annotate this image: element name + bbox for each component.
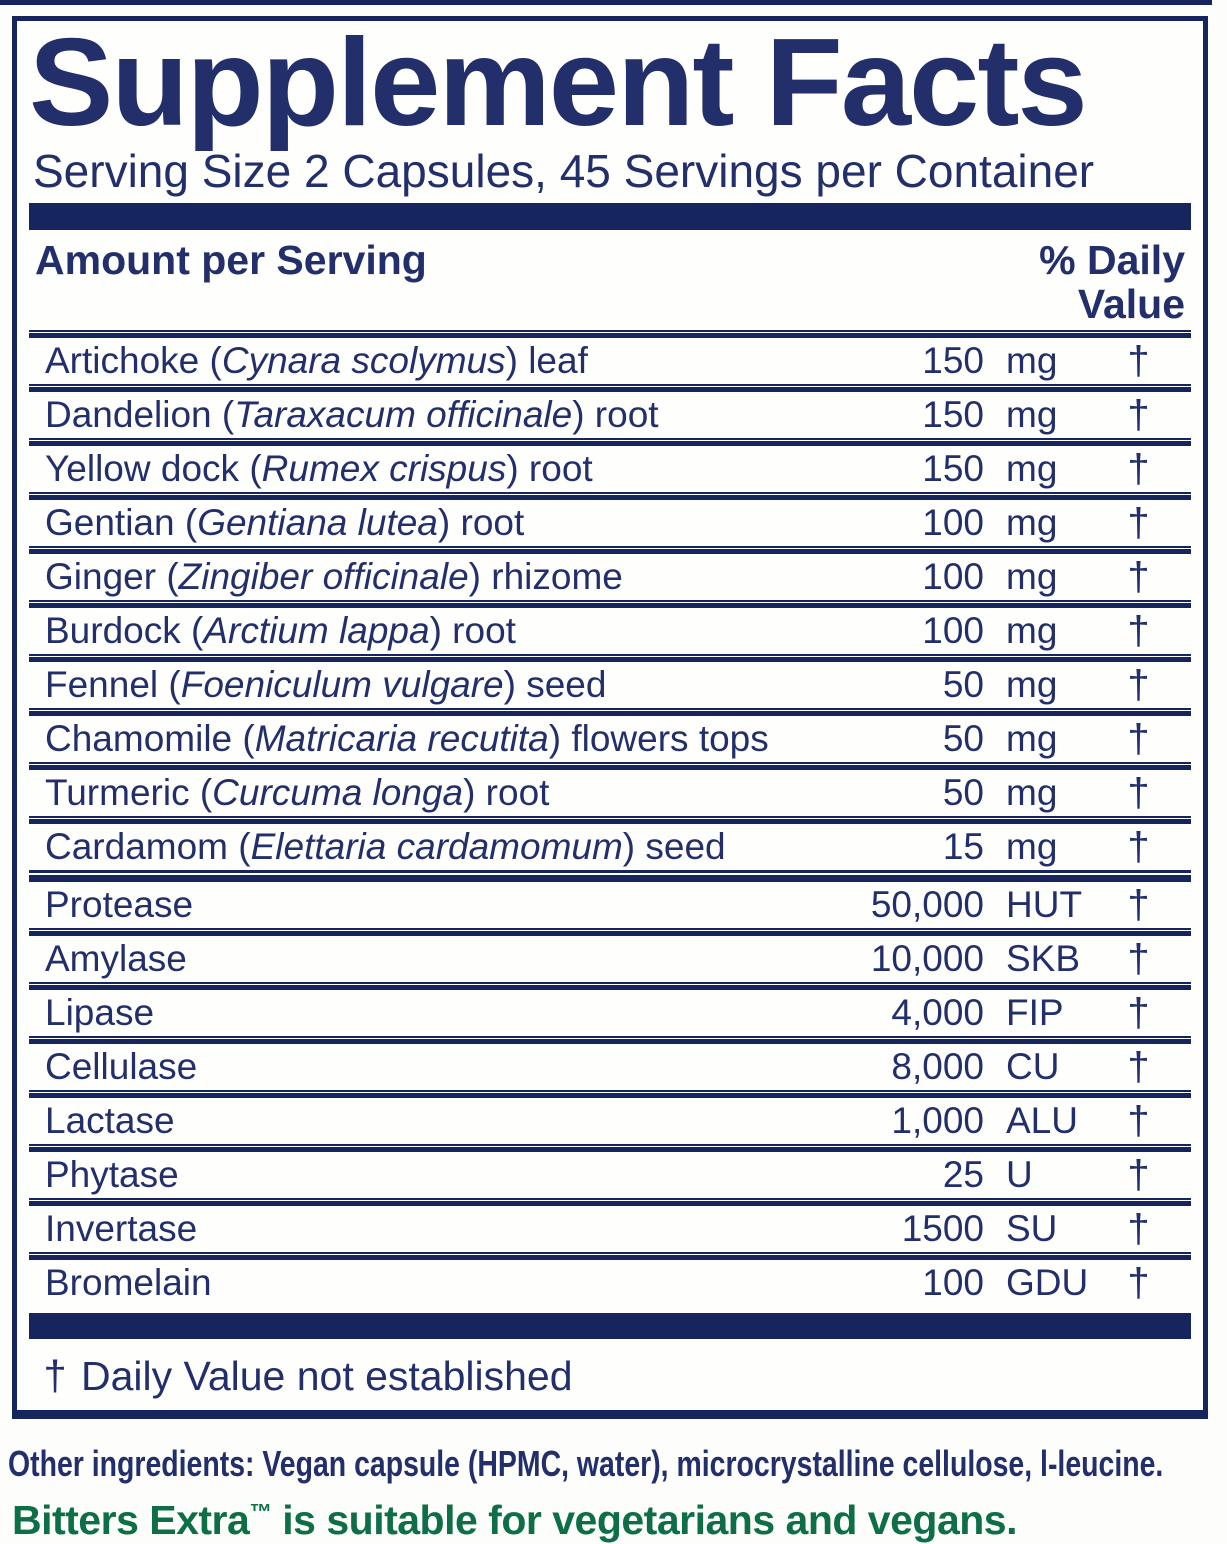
ingredient-row	[29, 1036, 1191, 1090]
ingredient-unit: mg	[1006, 772, 1058, 814]
ingredient-amount: 150	[922, 448, 984, 490]
footnote-dagger: †	[43, 1352, 67, 1400]
ingredient-row	[29, 1090, 1191, 1144]
supplement-facts-panel	[12, 16, 1208, 1419]
ingredient-name-text: Ginger (	[45, 556, 179, 598]
ingredient-amount: 1,000	[891, 1100, 984, 1142]
ingredient-name-text: Cellulase	[45, 1046, 198, 1088]
daily-value-dagger: †	[1127, 883, 1150, 928]
ingredient-name	[29, 500, 839, 546]
row-separator	[29, 708, 1191, 716]
other-ingredients-line: Other ingredients: Vegan capsule (HPMC, water), microcrystalline cellulose, l-leucine.	[8, 1443, 1164, 1484]
ingredient-name-suffix: ) root	[506, 448, 593, 490]
row-separator	[29, 870, 1191, 882]
header-divider-bar	[29, 203, 1191, 230]
ingredient-row	[29, 546, 1191, 600]
ingredient-name	[29, 1206, 839, 1252]
serving-size-line: Serving Size 2 Capsules, 45 Servings per Container	[33, 144, 1095, 197]
ingredient-name-text: Turmeric (	[45, 772, 213, 814]
daily-value-dagger: †	[1127, 1099, 1150, 1144]
row-separator	[29, 1144, 1191, 1152]
ingredient-name	[29, 1260, 839, 1306]
ingredient-name-text: Lactase	[45, 1100, 175, 1142]
ingredient-row	[29, 816, 1191, 870]
ingredient-amount: 50	[942, 664, 984, 706]
ingredient-name-suffix: ) leaf	[505, 340, 588, 382]
ingredient-name-suffix: ) root	[437, 502, 525, 544]
ingredient-amount: 8,000	[891, 1046, 984, 1088]
ingredient-unit: mg	[1006, 610, 1058, 652]
ingredient-name	[29, 338, 839, 384]
ingredient-name	[29, 990, 839, 1036]
ingredient-unit: mg	[1006, 448, 1058, 490]
ingredient-row	[29, 870, 1191, 928]
row-separator	[29, 1252, 1191, 1260]
ingredient-amount: 10,000	[870, 938, 984, 980]
ingredient-amount: 50	[942, 772, 984, 814]
ingredient-latin-name: Elettaria cardamomum	[250, 826, 623, 868]
ingredient-name	[29, 824, 839, 870]
row-separator	[29, 438, 1191, 446]
label-title: Supplement Facts	[29, 14, 1086, 152]
daily-value-dagger: †	[1127, 501, 1150, 546]
daily-value-dagger: †	[1127, 771, 1150, 816]
ingredient-row	[29, 438, 1191, 492]
ingredient-unit: mg	[1006, 718, 1058, 760]
ingredient-amount: 100	[922, 556, 984, 598]
ingredient-row	[29, 928, 1191, 982]
row-separator	[29, 762, 1191, 770]
ingredient-amount: 100	[922, 610, 984, 652]
ingredient-name-text: Yellow dock (	[45, 448, 262, 490]
ingredient-amount: 15	[942, 826, 984, 868]
ingredient-name	[29, 554, 839, 600]
ingredient-latin-name: Rumex crispus	[261, 448, 507, 490]
ingredient-name-text: Amylase	[45, 938, 187, 980]
row-separator	[29, 654, 1191, 662]
ingredient-name-text: Fennel (	[45, 664, 181, 706]
ingredient-name	[29, 1098, 839, 1144]
daily-value-dagger: †	[1127, 1045, 1150, 1090]
row-separator	[29, 1036, 1191, 1044]
ingredient-amount: 100	[922, 502, 984, 544]
ingredient-latin-name: Foeniculum vulgare	[180, 664, 504, 706]
daily-value-header-line1: % Daily	[1039, 236, 1185, 283]
ingredient-unit: ALU	[1006, 1100, 1078, 1142]
ingredient-row	[29, 654, 1191, 708]
ingredient-name	[29, 1044, 839, 1090]
ingredient-row	[29, 1252, 1191, 1306]
ingredient-name	[29, 662, 839, 708]
ingredient-unit: SU	[1006, 1208, 1058, 1250]
ingredient-name-text: Phytase	[45, 1154, 179, 1196]
ingredient-row	[29, 384, 1191, 438]
daily-value-dagger: †	[1127, 609, 1150, 654]
row-separator	[29, 982, 1191, 990]
ingredient-name	[29, 608, 839, 654]
ingredient-unit: mg	[1006, 340, 1058, 382]
ingredient-unit: HUT	[1006, 884, 1083, 926]
daily-value-header	[1039, 238, 1185, 327]
footnote-text: Daily Value not established	[81, 1353, 573, 1400]
row-separator	[29, 816, 1191, 824]
ingredient-name-text: Invertase	[45, 1208, 198, 1250]
ingredient-name	[29, 1152, 839, 1198]
daily-value-dagger: †	[1127, 717, 1150, 762]
ingredient-name-suffix: ) seed	[503, 664, 607, 706]
ingredient-unit: mg	[1006, 502, 1058, 544]
ingredient-name-text: Gentian (	[45, 502, 198, 544]
row-separator	[29, 1090, 1191, 1098]
ingredient-latin-name: Cynara scolymus	[221, 340, 506, 382]
row-separator	[29, 492, 1191, 500]
daily-value-dagger: †	[1127, 937, 1150, 982]
daily-value-dagger: †	[1127, 447, 1150, 492]
daily-value-dagger: †	[1127, 1261, 1150, 1306]
ingredient-unit: mg	[1006, 664, 1058, 706]
trademark-symbol: ™	[249, 1499, 272, 1525]
daily-value-dagger: †	[1127, 339, 1150, 384]
row-separator	[29, 1198, 1191, 1206]
ingredient-name	[29, 392, 839, 438]
daily-value-dagger: †	[1127, 1153, 1150, 1198]
ingredient-latin-name: Curcuma longa	[212, 772, 464, 814]
ingredient-row	[29, 708, 1191, 762]
ingredient-latin-name: Arctium lappa	[203, 610, 430, 652]
ingredient-name-text: Bromelain	[45, 1262, 212, 1304]
ingredient-amount: 25	[942, 1154, 984, 1196]
amount-per-serving-header: Amount per Serving	[35, 236, 427, 283]
ingredient-unit: FIP	[1006, 992, 1064, 1034]
ingredient-unit: mg	[1006, 394, 1058, 436]
brand-name: Bitters Extra	[12, 1497, 250, 1543]
ingredient-amount: 100	[922, 1262, 984, 1304]
ingredient-amount: 4,000	[891, 992, 984, 1034]
ingredient-name-text: Artichoke (	[45, 340, 222, 382]
daily-value-dagger: †	[1127, 1207, 1150, 1252]
ingredient-latin-name: Zingiber officinale	[178, 556, 469, 598]
ingredient-name-suffix: ) seed	[622, 826, 726, 868]
ingredient-name-suffix: ) root	[463, 772, 550, 814]
ingredient-row	[29, 1198, 1191, 1252]
ingredient-name-text: Chamomile (	[45, 718, 255, 760]
column-header-row	[29, 238, 1191, 331]
ingredient-name-text: Cardamom (	[45, 826, 251, 868]
ingredient-unit: CU	[1006, 1046, 1060, 1088]
ingredient-row	[29, 600, 1191, 654]
ingredient-unit: U	[1006, 1154, 1033, 1196]
row-separator	[29, 928, 1191, 936]
ingredient-row	[29, 762, 1191, 816]
ingredient-name-text: Lipase	[45, 992, 155, 1034]
ingredient-unit: SKB	[1006, 938, 1081, 980]
ingredient-unit: mg	[1006, 556, 1058, 598]
ingredient-latin-name: Gentiana lutea	[197, 502, 438, 544]
ingredient-amount: 150	[922, 340, 984, 382]
ingredient-amount: 1500	[901, 1208, 984, 1250]
ingredient-amount: 50	[942, 718, 984, 760]
ingredient-unit: GDU	[1006, 1262, 1089, 1304]
row-separator	[29, 600, 1191, 608]
daily-value-header-line2: Value	[1077, 280, 1185, 327]
ingredient-name-suffix: ) rhizome	[468, 556, 623, 598]
ingredient-name-suffix: ) root	[429, 610, 516, 652]
ingredient-name-text: Dandelion (	[45, 394, 235, 436]
ingredient-row	[29, 1144, 1191, 1198]
row-separator	[29, 330, 1191, 338]
ingredient-name-suffix: ) flowers tops	[548, 718, 769, 760]
ingredient-name	[29, 446, 839, 492]
ingredient-row	[29, 330, 1191, 384]
row-separator	[29, 384, 1191, 392]
ingredient-name	[29, 770, 839, 816]
row-separator	[29, 546, 1191, 554]
ingredient-amount: 50,000	[870, 884, 984, 926]
footnote-row	[29, 1339, 1191, 1410]
ingredient-name	[29, 882, 839, 928]
ingredient-row	[29, 982, 1191, 1036]
daily-value-dagger: †	[1127, 555, 1150, 600]
ingredient-unit: mg	[1006, 826, 1058, 868]
ingredient-name	[29, 936, 839, 982]
ingredient-amount: 150	[922, 394, 984, 436]
footnote-divider-bar	[29, 1313, 1191, 1339]
daily-value-dagger: †	[1127, 825, 1150, 870]
vegan-statement-text: is suitable for vegetarians and vegans.	[271, 1497, 1017, 1543]
ingredient-latin-name: Taraxacum officinale	[234, 394, 573, 436]
ingredient-rows	[29, 330, 1191, 1306]
vegan-statement	[12, 1497, 1017, 1544]
ingredient-name-suffix: ) root	[572, 394, 659, 436]
ingredient-row	[29, 492, 1191, 546]
daily-value-dagger: †	[1127, 393, 1150, 438]
ingredient-name-text: Burdock (	[45, 610, 204, 652]
ingredient-latin-name: Matricaria recutita	[254, 718, 549, 760]
daily-value-dagger: †	[1127, 663, 1150, 708]
ingredient-name	[29, 716, 839, 762]
daily-value-dagger: †	[1127, 991, 1150, 1036]
ingredient-name-text: Protease	[45, 884, 194, 926]
top-edge-strip	[0, 0, 1212, 5]
